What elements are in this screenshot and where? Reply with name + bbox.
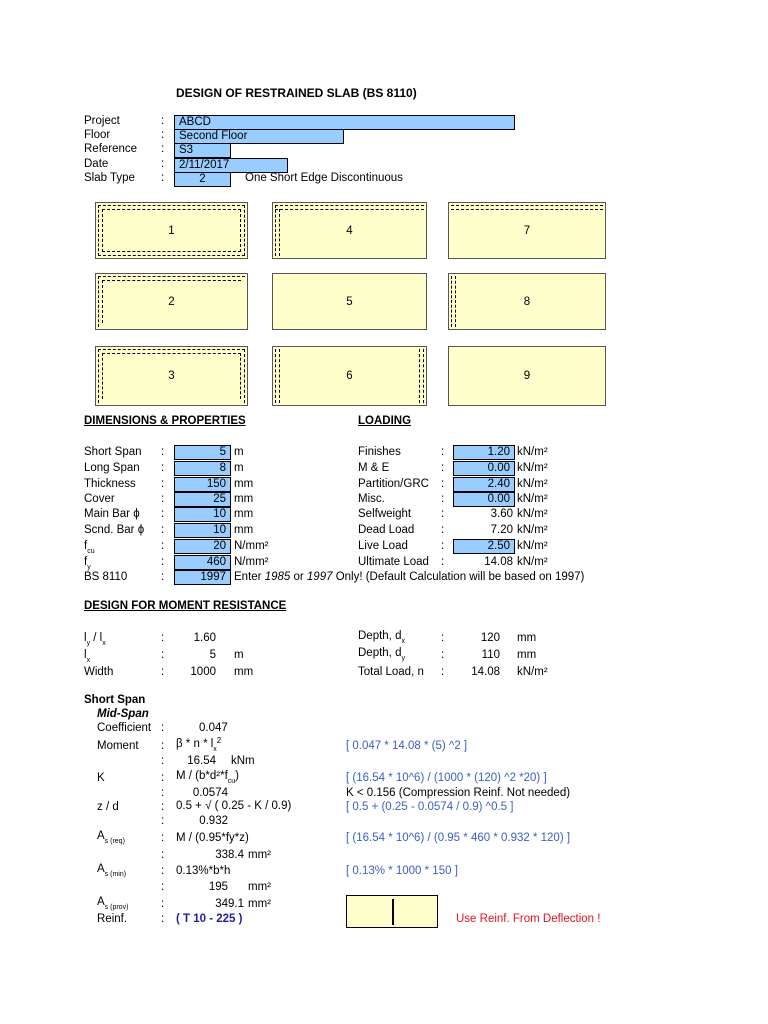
moment-value: 16.54: [187, 755, 216, 767]
short-span-heading: Short Span: [84, 694, 146, 706]
cover-unit: mm: [234, 493, 254, 505]
coefficient-value: 0.047: [199, 722, 228, 734]
moment-formula: β * n * $l_x^2$: [176, 736, 222, 753]
slab-panel-2[interactable]: [95, 273, 248, 330]
colon: :: [161, 772, 165, 784]
as-min-value: 195: [208, 881, 228, 893]
short-span-unit: m: [234, 446, 244, 458]
colon: :: [161, 540, 165, 552]
zd-label: z / d: [97, 801, 119, 813]
k-check-note: K < 0.156 (Compression Reinf. Not needed): [346, 787, 571, 799]
discontinuous-edge-top: [102, 353, 241, 354]
discontinuous-edge-top: [98, 349, 245, 350]
colon: :: [161, 801, 165, 813]
span-ratio-label: $l_y / l_x$: [84, 632, 106, 647]
slab-panel-3[interactable]: [95, 346, 248, 406]
colon: :: [441, 462, 445, 474]
as-req-formula: M / (0.95*fy*z): [176, 832, 249, 844]
main-bar-input[interactable]: 10: [174, 507, 231, 522]
as-prov-unit: mm²: [248, 898, 271, 910]
colon: :: [161, 571, 165, 583]
discontinuous-edge-top: [451, 205, 603, 206]
selfweight-unit: kN/m²: [517, 508, 548, 520]
as-min-formula: 0.13%*b*h: [176, 865, 231, 877]
panel-number: 6: [346, 370, 353, 382]
depth-dy-unit: mm: [517, 649, 537, 661]
me-input[interactable]: 0.00: [453, 461, 515, 476]
slab-panel-4[interactable]: [272, 202, 427, 259]
fcu-input[interactable]: 20: [174, 539, 231, 554]
panel-number: 8: [523, 295, 531, 308]
discontinuous-edge-top: [98, 276, 245, 277]
zd-formula: 0.5 + √ ( 0.25 - K / 0.9): [176, 800, 292, 812]
width-label: Width: [84, 666, 114, 678]
slab-panel-1[interactable]: [95, 202, 248, 259]
moment-calculation: [ 0.047 * 14.08 * (5) ^2 ]: [346, 740, 468, 752]
reinf-status-cell[interactable]: [346, 895, 438, 928]
as-min-label: $A_{s (min)}$: [97, 863, 127, 878]
main-bar-label: Main Bar ϕ: [84, 508, 140, 520]
page-title: DESIGN OF RESTRAINED SLAB (BS 8110): [176, 86, 417, 100]
k-value: 0.0574: [192, 787, 228, 799]
colon: :: [441, 508, 445, 520]
fcu-label: $f_{cu}$: [84, 540, 95, 555]
zd-calculation: [ 0.5 + (0.25 - 0.0574 / 0.9) ^0.5 ]: [346, 801, 514, 813]
depth-dx-label: Depth, $d_x$: [358, 630, 405, 645]
me-label: M & E: [358, 462, 390, 474]
moment-heading: DESIGN FOR MOMENT RESISTANCE: [84, 600, 287, 612]
colon: :: [161, 462, 165, 474]
colon: :: [161, 666, 165, 678]
scnd-bar-input[interactable]: 10: [174, 523, 231, 538]
slab-type-input[interactable]: 2: [174, 172, 231, 187]
panel-number: 7: [523, 224, 531, 237]
as-req-calculation: [ (16.54 * 10^6) / (0.95 * 460 * 0.932 * 120) ]: [346, 832, 571, 844]
colon: :: [161, 478, 165, 490]
colon: :: [161, 832, 165, 844]
colon: :: [441, 556, 445, 568]
fy-label: $f_y$: [84, 556, 91, 571]
as-req-label: $A_{s (req)}$: [97, 830, 125, 845]
moment-label: Moment: [97, 740, 139, 752]
slab-panel-8[interactable]: [448, 273, 606, 330]
cover-input[interactable]: 25: [174, 492, 231, 507]
slab-panel-9[interactable]: [448, 346, 606, 406]
reinf-warning: Use Reinf. From Deflection !: [456, 913, 601, 925]
bs-note: Enter 1985 or 1997 Only! (Default Calculation will be based on 1997): [234, 571, 585, 583]
long-span-label: Long Span: [84, 462, 140, 474]
fcu-unit: N/mm²: [234, 540, 269, 552]
partition-unit: kN/m²: [517, 478, 548, 490]
date-label: Date: [84, 158, 109, 170]
depth-dy-label: Depth, $d_y$: [358, 647, 405, 662]
colon: :: [161, 865, 165, 877]
short-span-label: Short Span: [84, 446, 142, 458]
date-input[interactable]: 2/11/2017: [174, 158, 288, 173]
colon: :: [161, 849, 165, 861]
colon: :: [441, 446, 445, 458]
width-value: 1000: [190, 666, 216, 678]
colon: :: [161, 632, 165, 644]
finishes-label: Finishes: [358, 446, 401, 458]
long-span-unit: m: [234, 462, 244, 474]
colon: :: [441, 666, 445, 678]
panel-number: 2: [168, 295, 175, 308]
reinf-value: ( T 10 - 225 ): [176, 913, 243, 925]
mid-span-heading: Mid-Span: [97, 708, 149, 720]
dead-load-value: 7.20: [490, 524, 513, 536]
floor-label: Floor: [84, 129, 111, 141]
panel-number: 4: [346, 224, 353, 237]
misc-unit: kN/m²: [517, 493, 548, 505]
depth-dy-value: 110: [481, 649, 500, 661]
colon: :: [161, 508, 165, 520]
as-req-unit: mm²: [248, 849, 271, 861]
partition-input[interactable]: 2.40: [453, 477, 515, 492]
dead-load-label: Dead Load: [358, 524, 415, 536]
panel-number: 5: [346, 295, 353, 308]
discontinuous-edge-top: [275, 209, 424, 210]
colon: :: [441, 649, 445, 661]
project-label: Project: [84, 115, 120, 127]
thickness-input[interactable]: 150: [174, 477, 231, 492]
as-req-value: 338.4: [215, 849, 244, 861]
loading-heading: LOADING: [358, 415, 412, 427]
depth-dx-value: 120: [480, 632, 500, 644]
slab-panel-6[interactable]: [272, 346, 427, 406]
colon: :: [441, 540, 445, 552]
selfweight-value: 3.60: [490, 508, 513, 520]
finishes-input[interactable]: 1.20: [453, 445, 515, 460]
selfweight-label: Selfweight: [358, 508, 412, 520]
fy-input[interactable]: 460: [174, 555, 231, 570]
total-load-value: 14.08: [471, 666, 500, 678]
width-unit: mm: [234, 666, 254, 678]
colon: :: [161, 913, 165, 925]
reinf-label: Reinf.: [97, 913, 128, 925]
panel-number: 3: [168, 370, 175, 382]
main-bar-unit: mm: [234, 508, 254, 520]
colon: :: [161, 787, 165, 799]
live-load-input[interactable]: 2.50: [453, 539, 515, 554]
slab-type-description: One Short Edge Discontinuous: [245, 172, 403, 184]
as-min-calculation: [ 0.13% * 1000 * 150 ]: [346, 865, 458, 877]
dimensions-heading: DIMENSIONS & PROPERTIES: [84, 415, 246, 427]
misc-input[interactable]: 0.00: [453, 492, 515, 507]
bs-input[interactable]: 1997: [174, 570, 231, 585]
colon: :: [161, 556, 165, 568]
depth-dx-unit: mm: [517, 632, 537, 644]
colon: :: [161, 815, 165, 827]
discontinuous-edge-top: [275, 205, 424, 206]
fy-unit: N/mm²: [234, 556, 269, 568]
colon: :: [161, 524, 165, 536]
ultimate-load-unit: kN/m²: [517, 556, 548, 568]
live-load-label: Live Load: [358, 540, 408, 552]
span-ratio-value: 1.60: [193, 632, 216, 644]
zd-value: 0.932: [199, 815, 228, 827]
colon: :: [161, 740, 165, 752]
colon: :: [161, 129, 165, 141]
colon: :: [161, 898, 165, 910]
scnd-bar-label: Scnd. Bar ϕ: [84, 524, 145, 536]
slab-type-label: Slab Type: [84, 172, 135, 184]
live-load-unit: kN/m²: [517, 540, 548, 552]
colon: :: [161, 115, 165, 127]
colon: :: [161, 493, 165, 505]
colon: :: [161, 172, 165, 184]
slab-panel-5[interactable]: [272, 273, 427, 330]
colon: :: [161, 143, 165, 155]
discontinuous-edge-top: [451, 209, 603, 210]
discontinuous-edge-top: [102, 280, 241, 281]
total-load-label: Total Load, n: [358, 666, 424, 678]
lx-label: $l_x$: [84, 649, 91, 664]
project-input[interactable]: ABCD: [174, 115, 515, 130]
scnd-bar-unit: mm: [234, 524, 254, 536]
colon: :: [441, 524, 445, 536]
thickness-label: Thickness: [84, 478, 136, 490]
colon: :: [161, 446, 165, 458]
colon: :: [161, 158, 165, 170]
panel-number: 9: [523, 370, 531, 382]
finishes-unit: kN/m²: [517, 446, 548, 458]
as-min-unit: mm²: [248, 881, 271, 893]
lx-value: 5: [209, 649, 216, 661]
as-prov-label: $A_{s (prov)}$: [97, 896, 129, 911]
colon: :: [161, 755, 165, 767]
k-formula: M / $(b*d^2*f_{cu})$: [176, 770, 240, 785]
coefficient-label: Coefficient: [97, 722, 152, 734]
panel-number: 1: [168, 224, 175, 237]
text-cursor: [392, 899, 394, 925]
ultimate-load-value: 14.08: [484, 556, 513, 568]
long-span-input[interactable]: 8: [174, 461, 231, 476]
k-calculation: [ (16.54 * 10^6) / (1000 * (120) ^2 *20) ]: [346, 772, 547, 784]
colon: :: [441, 632, 445, 644]
total-load-unit: kN/m²: [517, 666, 548, 678]
as-prov-value: 349.1: [215, 898, 244, 910]
cover-label: Cover: [84, 493, 115, 505]
colon: :: [441, 493, 445, 505]
colon: :: [441, 478, 445, 490]
lx-unit: m: [234, 649, 244, 661]
moment-unit: kNm: [231, 755, 255, 767]
colon: :: [161, 722, 165, 734]
reference-input[interactable]: S3: [174, 143, 231, 158]
ultimate-load-label: Ultimate Load: [358, 556, 429, 568]
short-span-input[interactable]: 5: [174, 445, 231, 460]
dead-load-unit: kN/m²: [517, 524, 548, 536]
me-unit: kN/m²: [517, 462, 548, 474]
bs-label: BS 8110: [84, 571, 128, 583]
colon: :: [161, 649, 165, 661]
partition-label: Partition/GRC: [358, 478, 429, 490]
colon: :: [161, 881, 165, 893]
floor-input[interactable]: Second Floor: [174, 129, 344, 144]
thickness-unit: mm: [234, 478, 254, 490]
reference-label: Reference: [84, 143, 138, 155]
k-label: K: [97, 772, 105, 784]
slab-panel-7[interactable]: [448, 202, 606, 259]
misc-label: Misc.: [358, 493, 385, 505]
